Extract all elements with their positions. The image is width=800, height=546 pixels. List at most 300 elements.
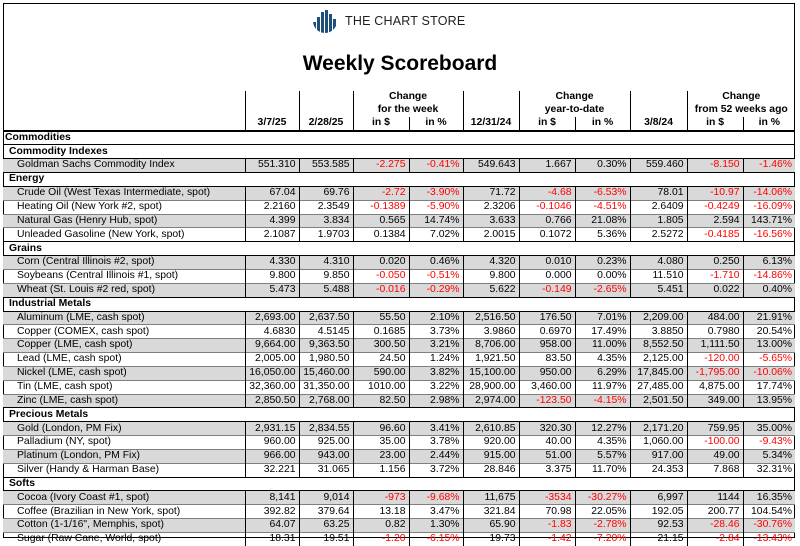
col-header: 3/8/24 bbox=[630, 117, 687, 131]
value-cell: -3.90% bbox=[409, 186, 463, 200]
value-cell: 2,516.50 bbox=[463, 311, 519, 325]
table-row bbox=[3, 436, 795, 450]
commodity-name: Cocoa (Ivory Coast #1, spot) bbox=[3, 491, 245, 505]
table-row bbox=[3, 366, 795, 380]
value-cell: 2,850.50 bbox=[245, 394, 299, 408]
value-cell: 28.846 bbox=[463, 463, 519, 477]
value-cell: 915.00 bbox=[463, 449, 519, 463]
value-cell: -0.29% bbox=[409, 283, 463, 297]
value-cell: -1.710 bbox=[687, 269, 743, 283]
value-cell: 1.805 bbox=[630, 214, 687, 228]
commodity-name: Natural Gas (Henry Hub, spot) bbox=[3, 214, 245, 228]
value-cell: 200.77 bbox=[687, 505, 743, 519]
value-cell: 67.04 bbox=[245, 186, 299, 200]
value-cell: 2.0015 bbox=[463, 228, 519, 242]
value-cell: 392.82 bbox=[245, 505, 299, 519]
value-cell: 15,100.00 bbox=[463, 366, 519, 380]
section-label: Industrial Metals bbox=[3, 297, 795, 311]
value-cell: 5.473 bbox=[245, 283, 299, 297]
value-cell: 553.585 bbox=[299, 159, 353, 173]
value-cell: -16.56% bbox=[743, 228, 795, 242]
value-cell: 21.08% bbox=[575, 214, 630, 228]
value-cell: -120.00 bbox=[687, 353, 743, 367]
value-cell: 9.850 bbox=[299, 269, 353, 283]
value-cell: 943.00 bbox=[299, 449, 353, 463]
value-cell: -1.42 bbox=[519, 533, 575, 546]
section-header-row bbox=[3, 297, 795, 311]
value-cell: -100.00 bbox=[687, 436, 743, 450]
value-cell: -2.65% bbox=[575, 283, 630, 297]
value-cell: 9.800 bbox=[463, 269, 519, 283]
week-group-line1: Change bbox=[353, 91, 463, 104]
value-cell: 15,460.00 bbox=[299, 366, 353, 380]
col-header: in % bbox=[575, 117, 630, 131]
value-cell: 51.00 bbox=[519, 449, 575, 463]
value-cell: 1010.00 bbox=[353, 380, 409, 394]
commodity-name: Silver (Handy & Harman Base) bbox=[3, 463, 245, 477]
value-cell: 16.35% bbox=[743, 491, 795, 505]
value-cell: -1.46% bbox=[743, 159, 795, 173]
value-cell: 3.8850 bbox=[630, 325, 687, 339]
value-cell: 2,005.00 bbox=[245, 353, 299, 367]
value-cell: 7.02% bbox=[409, 228, 463, 242]
value-cell: 19.73 bbox=[463, 533, 519, 546]
value-cell: 2,501.50 bbox=[630, 394, 687, 408]
value-cell: 2.44% bbox=[409, 449, 463, 463]
value-cell: -2.84 bbox=[687, 533, 743, 546]
value-cell: 65.90 bbox=[463, 519, 519, 533]
value-cell: -28.46 bbox=[687, 519, 743, 533]
value-cell: -4.68 bbox=[519, 186, 575, 200]
value-cell: 1,921.50 bbox=[463, 353, 519, 367]
value-cell: 32.31% bbox=[743, 463, 795, 477]
value-cell: 484.00 bbox=[687, 311, 743, 325]
value-cell: 9.800 bbox=[245, 269, 299, 283]
table-row bbox=[3, 449, 795, 463]
value-cell: 5.451 bbox=[630, 283, 687, 297]
scoreboard-table bbox=[3, 91, 795, 546]
value-cell: -973 bbox=[353, 491, 409, 505]
value-cell: 24.50 bbox=[353, 353, 409, 367]
value-cell: 960.00 bbox=[245, 436, 299, 450]
value-cell: 2,209.00 bbox=[630, 311, 687, 325]
value-cell: 0.30% bbox=[575, 159, 630, 173]
section-label: Precious Metals bbox=[3, 408, 795, 422]
value-cell: 8,706.00 bbox=[463, 339, 519, 353]
value-cell: -30.27% bbox=[575, 491, 630, 505]
commodity-name: Copper (LME, cash spot) bbox=[3, 339, 245, 353]
value-cell: 92.53 bbox=[630, 519, 687, 533]
table-row bbox=[3, 283, 795, 297]
value-cell: -0.1046 bbox=[519, 200, 575, 214]
value-cell: 3.9860 bbox=[463, 325, 519, 339]
value-cell: 4.310 bbox=[299, 256, 353, 270]
value-cell: 2.594 bbox=[687, 214, 743, 228]
value-cell: 7.01% bbox=[575, 311, 630, 325]
commodity-name: Tin (LME, cash spot) bbox=[3, 380, 245, 394]
value-cell: 27,485.00 bbox=[630, 380, 687, 394]
value-cell: 4.320 bbox=[463, 256, 519, 270]
table-row bbox=[3, 256, 795, 270]
value-cell: 559.460 bbox=[630, 159, 687, 173]
section-header-row bbox=[3, 173, 795, 187]
table-row bbox=[3, 519, 795, 533]
value-cell: 1.24% bbox=[409, 353, 463, 367]
value-cell: 0.23% bbox=[575, 256, 630, 270]
value-cell: -123.50 bbox=[519, 394, 575, 408]
value-cell: 4.330 bbox=[245, 256, 299, 270]
value-cell: 5.622 bbox=[463, 283, 519, 297]
commodity-name: Gold (London, PM Fix) bbox=[3, 422, 245, 436]
value-cell: 950.00 bbox=[519, 366, 575, 380]
value-cell: 920.00 bbox=[463, 436, 519, 450]
commodity-name: Nickel (LME, cash spot) bbox=[3, 366, 245, 380]
value-cell: 3.72% bbox=[409, 463, 463, 477]
value-cell: -16.09% bbox=[743, 200, 795, 214]
value-cell: -1.20 bbox=[353, 533, 409, 546]
value-cell: 70.98 bbox=[519, 505, 575, 519]
value-cell: 549.643 bbox=[463, 159, 519, 173]
value-cell: 18.31 bbox=[245, 533, 299, 546]
value-cell: 5.57% bbox=[575, 449, 630, 463]
value-cell: 17,845.00 bbox=[630, 366, 687, 380]
value-cell: 8,552.50 bbox=[630, 339, 687, 353]
col-header: in $ bbox=[519, 117, 575, 131]
value-cell: -30.76% bbox=[743, 519, 795, 533]
commodity-name: Copper (COMEX, cash spot) bbox=[3, 325, 245, 339]
value-cell: 0.00% bbox=[575, 269, 630, 283]
value-cell: 11.00% bbox=[575, 339, 630, 353]
value-cell: -0.050 bbox=[353, 269, 409, 283]
table-body bbox=[3, 131, 795, 546]
commodity-name: Palladium (NY, spot) bbox=[3, 436, 245, 450]
value-cell: 4.399 bbox=[245, 214, 299, 228]
brand-name: THE CHART STORE bbox=[345, 14, 466, 28]
value-cell: 1.156 bbox=[353, 463, 409, 477]
value-cell: -10.97 bbox=[687, 186, 743, 200]
value-cell: 9,014 bbox=[299, 491, 353, 505]
value-cell: 3.22% bbox=[409, 380, 463, 394]
category-label: Commodities bbox=[5, 131, 71, 143]
value-cell: 3.375 bbox=[519, 463, 575, 477]
col-header: 2/28/25 bbox=[299, 117, 353, 131]
value-cell: 0.6970 bbox=[519, 325, 575, 339]
table-row bbox=[3, 200, 795, 214]
section-header-row bbox=[3, 145, 795, 159]
col-header: in $ bbox=[353, 117, 409, 131]
value-cell: -0.41% bbox=[409, 159, 463, 173]
value-cell: 28,900.00 bbox=[463, 380, 519, 394]
commodity-name: Lead (LME, cash spot) bbox=[3, 353, 245, 367]
value-cell: 6.13% bbox=[743, 256, 795, 270]
section-label: Softs bbox=[3, 477, 795, 491]
value-cell: 0.40% bbox=[743, 283, 795, 297]
value-cell: 21.15 bbox=[630, 533, 687, 546]
value-cell: 11.97% bbox=[575, 380, 630, 394]
value-cell: -10.06% bbox=[743, 366, 795, 380]
value-cell: 3.78% bbox=[409, 436, 463, 450]
value-cell: 0.46% bbox=[409, 256, 463, 270]
value-cell: 9,664.00 bbox=[245, 339, 299, 353]
value-cell: 32,360.00 bbox=[245, 380, 299, 394]
table-row bbox=[3, 491, 795, 505]
value-cell: 4.080 bbox=[630, 256, 687, 270]
value-cell: -14.86% bbox=[743, 269, 795, 283]
value-cell: 20.54% bbox=[743, 325, 795, 339]
value-cell: 349.00 bbox=[687, 394, 743, 408]
value-cell: 7.868 bbox=[687, 463, 743, 477]
value-cell: 14.74% bbox=[409, 214, 463, 228]
value-cell: 6,997 bbox=[630, 491, 687, 505]
ytd-group-line1: Change bbox=[519, 91, 630, 104]
value-cell: 19.51 bbox=[299, 533, 353, 546]
page-title: Weekly Scoreboard bbox=[302, 52, 498, 75]
value-cell: 2.1087 bbox=[245, 228, 299, 242]
value-cell: -0.51% bbox=[409, 269, 463, 283]
table-row bbox=[3, 325, 795, 339]
value-cell: 0.1384 bbox=[353, 228, 409, 242]
value-cell: 0.022 bbox=[687, 283, 743, 297]
value-cell: 551.310 bbox=[245, 159, 299, 173]
col-header: 12/31/24 bbox=[463, 117, 519, 131]
value-cell: 143.71% bbox=[743, 214, 795, 228]
value-cell: 0.000 bbox=[519, 269, 575, 283]
commodity-name: Corn (Central Illinois #2, spot) bbox=[3, 256, 245, 270]
value-cell: 35.00 bbox=[353, 436, 409, 450]
value-cell: 8,141 bbox=[245, 491, 299, 505]
value-cell: 3.47% bbox=[409, 505, 463, 519]
col-header: in % bbox=[409, 117, 463, 131]
value-cell: 4.35% bbox=[575, 353, 630, 367]
col-header: in % bbox=[743, 117, 795, 131]
value-cell: -4.51% bbox=[575, 200, 630, 214]
yoy-group-line2: from 52 weeks ago bbox=[687, 104, 795, 117]
value-cell: 31.065 bbox=[299, 463, 353, 477]
table-row bbox=[3, 533, 795, 546]
commodity-name: Goldman Sachs Commodity Index bbox=[3, 159, 245, 173]
value-cell: -6.53% bbox=[575, 186, 630, 200]
value-cell: 3.82% bbox=[409, 366, 463, 380]
value-cell: 31,350.00 bbox=[299, 380, 353, 394]
value-cell: 1.667 bbox=[519, 159, 575, 173]
value-cell: 0.766 bbox=[519, 214, 575, 228]
value-cell: -3534 bbox=[519, 491, 575, 505]
commodity-name: Platinum (London, PM Fix) bbox=[3, 449, 245, 463]
section-label: Commodity Indexes bbox=[3, 145, 795, 159]
commodity-name: Heating Oil (New York #2, spot) bbox=[3, 200, 245, 214]
value-cell: 22.05% bbox=[575, 505, 630, 519]
value-cell: -1.83 bbox=[519, 519, 575, 533]
table-row bbox=[3, 380, 795, 394]
table-row bbox=[3, 339, 795, 353]
value-cell: 23.00 bbox=[353, 449, 409, 463]
value-cell: 71.72 bbox=[463, 186, 519, 200]
section-label: Grains bbox=[3, 242, 795, 256]
value-cell: 2.10% bbox=[409, 311, 463, 325]
value-cell: 11.510 bbox=[630, 269, 687, 283]
value-cell: 2.2160 bbox=[245, 200, 299, 214]
value-cell: -9.68% bbox=[409, 491, 463, 505]
col-header: in $ bbox=[687, 117, 743, 131]
value-cell: 1,060.00 bbox=[630, 436, 687, 450]
section-label: Energy bbox=[3, 173, 795, 187]
value-cell: 78.01 bbox=[630, 186, 687, 200]
value-cell: -5.90% bbox=[409, 200, 463, 214]
value-cell: 17.74% bbox=[743, 380, 795, 394]
value-cell: 2,834.55 bbox=[299, 422, 353, 436]
value-cell: -2.275 bbox=[353, 159, 409, 173]
table-row bbox=[3, 422, 795, 436]
value-cell: 17.49% bbox=[575, 325, 630, 339]
value-cell: 83.50 bbox=[519, 353, 575, 367]
yoy-group-line1: Change bbox=[687, 91, 795, 104]
value-cell: 2.3549 bbox=[299, 200, 353, 214]
value-cell: 917.00 bbox=[630, 449, 687, 463]
value-cell: 3,460.00 bbox=[519, 380, 575, 394]
value-cell: 1.30% bbox=[409, 519, 463, 533]
value-cell: 3.21% bbox=[409, 339, 463, 353]
col-header: 3/7/25 bbox=[245, 117, 299, 131]
commodity-name: Cotton (1-1/16", Memphis, spot) bbox=[3, 519, 245, 533]
value-cell: 2.98% bbox=[409, 394, 463, 408]
value-cell: -2.78% bbox=[575, 519, 630, 533]
table-row bbox=[3, 269, 795, 283]
value-cell: 321.84 bbox=[463, 505, 519, 519]
value-cell: 1144 bbox=[687, 491, 743, 505]
value-cell: 4,875.00 bbox=[687, 380, 743, 394]
value-cell: 49.00 bbox=[687, 449, 743, 463]
value-cell: 11.70% bbox=[575, 463, 630, 477]
value-cell: 82.50 bbox=[353, 394, 409, 408]
value-cell: 966.00 bbox=[245, 449, 299, 463]
value-cell: 32.221 bbox=[245, 463, 299, 477]
value-cell: 3.73% bbox=[409, 325, 463, 339]
value-cell: -0.1389 bbox=[353, 200, 409, 214]
value-cell: -14.06% bbox=[743, 186, 795, 200]
value-cell: -9.43% bbox=[743, 436, 795, 450]
value-cell: 2,693.00 bbox=[245, 311, 299, 325]
commodity-name: Unleaded Gasoline (New York, spot) bbox=[3, 228, 245, 242]
value-cell: 69.76 bbox=[299, 186, 353, 200]
value-cell: -8.150 bbox=[687, 159, 743, 173]
value-cell: 0.1685 bbox=[353, 325, 409, 339]
value-cell: 5.488 bbox=[299, 283, 353, 297]
category-row bbox=[3, 131, 795, 145]
value-cell: 13.00% bbox=[743, 339, 795, 353]
table-row bbox=[3, 394, 795, 408]
section-header-row bbox=[3, 408, 795, 422]
value-cell: 192.05 bbox=[630, 505, 687, 519]
value-cell: 1,980.50 bbox=[299, 353, 353, 367]
value-cell: 2,637.50 bbox=[299, 311, 353, 325]
commodity-name: Zinc (LME, cash spot) bbox=[3, 394, 245, 408]
value-cell: 5.34% bbox=[743, 449, 795, 463]
value-cell: 2,974.00 bbox=[463, 394, 519, 408]
section-header-row bbox=[3, 477, 795, 491]
value-cell: 0.020 bbox=[353, 256, 409, 270]
value-cell: -5.65% bbox=[743, 353, 795, 367]
value-cell: 13.95% bbox=[743, 394, 795, 408]
table-row bbox=[3, 228, 795, 242]
value-cell: 0.7980 bbox=[687, 325, 743, 339]
table-header bbox=[3, 91, 795, 131]
week-group-line2: for the week bbox=[353, 104, 463, 117]
value-cell: 6.29% bbox=[575, 366, 630, 380]
value-cell: -1,795.00 bbox=[687, 366, 743, 380]
table-row bbox=[3, 463, 795, 477]
value-cell: -0.149 bbox=[519, 283, 575, 297]
value-cell: 13.18 bbox=[353, 505, 409, 519]
value-cell: -2.72 bbox=[353, 186, 409, 200]
value-cell: 5.36% bbox=[575, 228, 630, 242]
value-cell: 4.35% bbox=[575, 436, 630, 450]
value-cell: 4.5145 bbox=[299, 325, 353, 339]
value-cell: 24.353 bbox=[630, 463, 687, 477]
value-cell: 300.50 bbox=[353, 339, 409, 353]
value-cell: 3.41% bbox=[409, 422, 463, 436]
section-header-row bbox=[3, 242, 795, 256]
value-cell: 9,363.50 bbox=[299, 339, 353, 353]
value-cell: 2.5272 bbox=[630, 228, 687, 242]
value-cell: -13.43% bbox=[743, 533, 795, 546]
table-row bbox=[3, 353, 795, 367]
value-cell: 2.3206 bbox=[463, 200, 519, 214]
value-cell: -7.20% bbox=[575, 533, 630, 546]
commodity-name: Soybeans (Central Illinois #1, spot) bbox=[3, 269, 245, 283]
value-cell: 2,171.20 bbox=[630, 422, 687, 436]
bar-chart-globe-logo-icon bbox=[312, 8, 338, 34]
value-cell: 3.834 bbox=[299, 214, 353, 228]
value-cell: 63.25 bbox=[299, 519, 353, 533]
commodity-name: Crude Oil (West Texas Intermediate, spot) bbox=[3, 186, 245, 200]
value-cell: 96.60 bbox=[353, 422, 409, 436]
ytd-group-line2: year-to-date bbox=[519, 104, 630, 117]
value-cell: 55.50 bbox=[353, 311, 409, 325]
value-cell: 40.00 bbox=[519, 436, 575, 450]
value-cell: -4.15% bbox=[575, 394, 630, 408]
value-cell: 379.64 bbox=[299, 505, 353, 519]
value-cell: 2.6409 bbox=[630, 200, 687, 214]
value-cell: 2,931.15 bbox=[245, 422, 299, 436]
brand-header bbox=[312, 8, 465, 34]
value-cell: 0.010 bbox=[519, 256, 575, 270]
value-cell: -0.4185 bbox=[687, 228, 743, 242]
value-cell: 958.00 bbox=[519, 339, 575, 353]
value-cell: 21.91% bbox=[743, 311, 795, 325]
value-cell: 2,768.00 bbox=[299, 394, 353, 408]
value-cell: 16,050.00 bbox=[245, 366, 299, 380]
value-cell: 2,125.00 bbox=[630, 353, 687, 367]
value-cell: 11,675 bbox=[463, 491, 519, 505]
value-cell: 176.50 bbox=[519, 311, 575, 325]
value-cell: -0.016 bbox=[353, 283, 409, 297]
table-row bbox=[3, 311, 795, 325]
value-cell: 3.633 bbox=[463, 214, 519, 228]
value-cell: 0.250 bbox=[687, 256, 743, 270]
table-row bbox=[3, 505, 795, 519]
commodity-name: Aluminum (LME, cash spot) bbox=[3, 311, 245, 325]
table-row bbox=[3, 214, 795, 228]
value-cell: -0.4249 bbox=[687, 200, 743, 214]
table-row bbox=[3, 186, 795, 200]
value-cell: 0.565 bbox=[353, 214, 409, 228]
value-cell: 4.6830 bbox=[245, 325, 299, 339]
value-cell: 925.00 bbox=[299, 436, 353, 450]
value-cell: 759.95 bbox=[687, 422, 743, 436]
value-cell: 35.00% bbox=[743, 422, 795, 436]
value-cell: 320.30 bbox=[519, 422, 575, 436]
commodity-name: Wheat (St. Louis #2 red, spot) bbox=[3, 283, 245, 297]
